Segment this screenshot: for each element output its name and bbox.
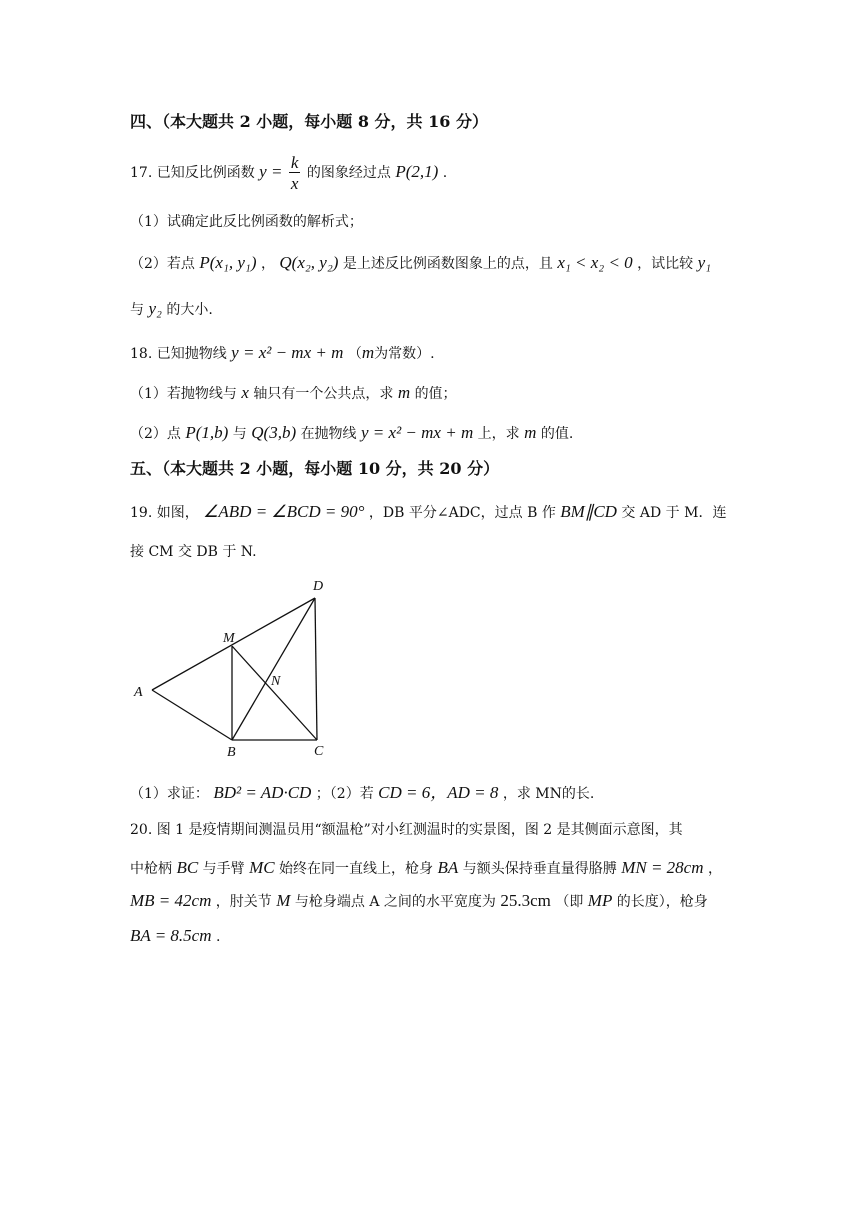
q19-parallel: BM∥CD	[560, 502, 617, 521]
q18-and: 与	[232, 426, 247, 442]
q17-frac-den: x	[290, 174, 299, 193]
q17-inequality: x₁ < x₂ < 0	[557, 253, 633, 272]
q17-lead: 17. 已知反比例函数	[130, 165, 255, 181]
q20-l2-d: 与额头保持垂直量得胳膊	[462, 861, 617, 877]
q18-part1-mid: 轴只有一个公共点，求	[253, 386, 394, 402]
segment-CD	[315, 598, 317, 740]
q18-part2-m: m	[524, 423, 537, 442]
q19-mid1: ，DB 平分∠ADC，过点 B 作	[368, 505, 556, 521]
q18-on: 在抛物线	[300, 426, 357, 442]
q17-part2	[130, 254, 711, 271]
q20-mb-eq: MB = 42cm	[130, 891, 212, 910]
q17-part2-mid: 是上述反比例函数图象上的点，且	[342, 256, 553, 272]
q17-p-point: P(x₁, y₁)	[199, 253, 257, 272]
q20-mc: MC	[249, 858, 275, 877]
question-19-stem	[130, 503, 726, 520]
label-B: B	[227, 745, 236, 760]
q20-l3-a: ，肘关节	[215, 894, 272, 910]
q20-line1: 20. 图 1 是疫情期间测温员用“额温枪”对小红测温时的实景图，图 2 是其侧面示意图，其	[130, 822, 683, 838]
q17-y2: y₂	[148, 299, 162, 318]
q20-l2-a: 中枪柄	[130, 861, 172, 877]
section-heading-5: 五、（本大题共 2 小题，每小题 10 分，共 20 分）	[130, 459, 500, 478]
q20-l2-b: 与手臂	[202, 861, 245, 877]
q17-sep: ，	[260, 256, 275, 272]
q18-part2-mid: 上，求	[477, 426, 520, 442]
question-17-stem	[130, 154, 447, 192]
q17-func-lhs: y =	[259, 162, 283, 181]
question-18-stem	[130, 344, 435, 361]
q20-l3-c: （即	[555, 894, 584, 910]
q18-part2	[130, 424, 573, 441]
q18-lead: 18. 已知抛物线	[130, 346, 227, 362]
q18-p: P(1,b)	[185, 423, 229, 442]
segment-CM	[232, 646, 317, 740]
q18-part1	[130, 384, 457, 401]
q19-parts-end: ，求 MN的长.	[502, 786, 595, 802]
q17-q-point: Q(x₂, y₂)	[279, 253, 339, 272]
q18-part1-x: x	[241, 383, 249, 402]
q18-part2-end: 的值.	[540, 426, 574, 442]
q19-parts-lead: （1）求证：	[130, 786, 209, 802]
q18-part1-lead: （1）若抛物线与	[130, 386, 237, 402]
label-C: C	[314, 744, 324, 759]
q17-frac-num: k	[290, 153, 299, 172]
q20-ba: BA	[437, 858, 459, 877]
q18-q: Q(3,b)	[251, 423, 297, 442]
section-heading-4: 四、（本大题共 2 小题，每小题 8 分，共 16 分）	[130, 112, 488, 131]
label-A: A	[134, 685, 143, 700]
q20-line3	[130, 892, 708, 909]
label-D: D	[313, 579, 324, 594]
q20-mn-eq: MN = 28cm	[621, 858, 704, 877]
q17-y1: y₁	[697, 253, 712, 272]
q20-ba-eq: BA = 8.5cm	[130, 926, 212, 945]
q20-m: M	[276, 891, 291, 910]
q19-line2: 接 CM 交 DB 于 N.	[130, 544, 257, 560]
q17-mid: 的图象经过点	[306, 165, 391, 181]
q18-parabola2: y = x² − mx + m	[361, 423, 474, 442]
q17-cont-end: 的大小.	[166, 302, 213, 318]
q18-parabola: y = x² − mx + m	[231, 343, 344, 362]
q19-given: CD = 6，AD = 8	[378, 783, 499, 802]
q18-part2-lead: （2）点	[130, 426, 181, 442]
q17-point: P(2,1)	[395, 162, 439, 181]
segment-AB	[152, 690, 232, 740]
q17-part2-end: ，试比较	[637, 256, 694, 272]
q20-mp: MP	[587, 891, 613, 910]
q19-proof-eq: BD² = AD·CD	[213, 783, 312, 802]
q18-note-open: （	[347, 346, 362, 362]
q20-l3-b: 与枪身端点 A 之间的水平宽度为	[294, 894, 496, 910]
q20-bc: BC	[176, 858, 199, 877]
q20-l4-end: .	[215, 929, 221, 945]
q17-part1: （1）试确定此反比例函数的解析式；	[130, 214, 363, 230]
q17-fraction	[289, 154, 301, 192]
q20-l2-end: ，	[707, 861, 722, 877]
q19-lead: 19. 如图，	[130, 505, 199, 521]
q19-parts-mid: ；（2）若	[315, 786, 374, 802]
segment-BD	[232, 598, 315, 740]
label-M: M	[223, 631, 235, 646]
q18-note-m: m	[361, 343, 375, 362]
q20-width-value: 25.3cm	[500, 891, 551, 910]
q20-l2-c: 始终在同一直线上，枪身	[279, 861, 434, 877]
q18-part1-m: m	[397, 383, 411, 402]
q17-part2-continued	[130, 300, 213, 317]
q18-part1-end: 的值；	[414, 386, 457, 402]
q20-l3-d: 的长度），枪身	[616, 894, 708, 910]
q19-angles: ∠ABD = ∠BCD = 90°	[203, 502, 365, 521]
q19-geometry-figure	[130, 572, 340, 762]
q19-mid2: 交 AD 于 M．连	[621, 505, 727, 521]
label-N: N	[271, 674, 281, 689]
q19-parts	[130, 784, 594, 801]
q20-line4	[130, 927, 220, 944]
q20-line2	[130, 859, 722, 876]
q18-note-rest: 为常数）.	[374, 346, 435, 362]
q17-part2-lead: （2）若点	[130, 256, 195, 272]
q17-cont-lead: 与	[130, 302, 144, 318]
q17-end: .	[442, 165, 448, 181]
